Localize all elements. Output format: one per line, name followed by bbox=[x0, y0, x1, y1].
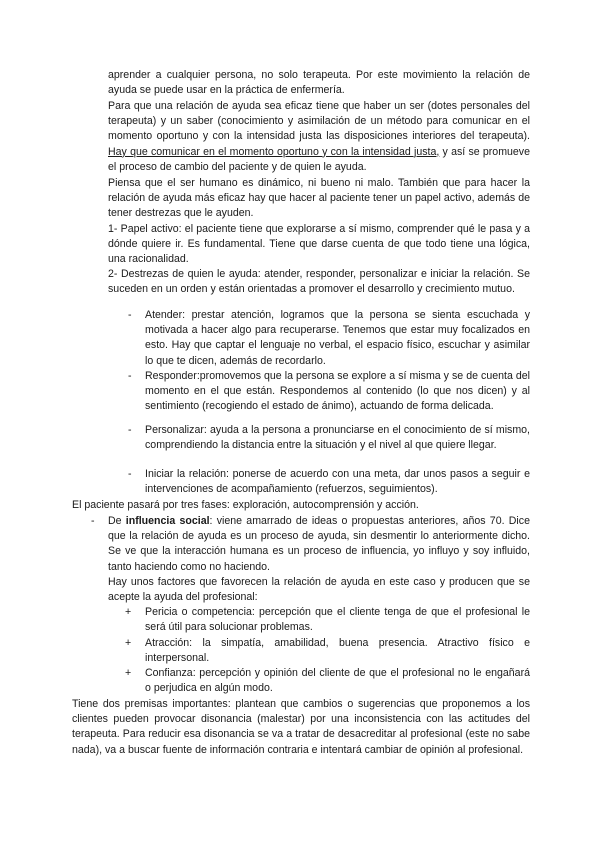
list-dash-marker: - bbox=[128, 370, 132, 382]
list-item-iniciar: Iniciar la relación: ponerse de acuerdo con una meta, dar unos pasos a seguir e intervenciones de acompañamiento (refuerzos, seguimientos). bbox=[145, 468, 530, 496]
list-item-responder: Responder:promovemos que la persona se explore a sí misma y se de cuenta del momento en el que están. Respondemos al contenido (lo que nos dicen) y al sentimiento (recogiendo el estado de ánimo), actuando de forma delicada. bbox=[145, 370, 530, 413]
paragraph-influencia-social bbox=[108, 514, 530, 575]
paragraph-tres-fases: El paciente pasará por tres fases: exploración, autocomprensión y acción. bbox=[72, 499, 419, 511]
influencia-social-term: influencia social bbox=[125, 515, 210, 527]
paragraph-ser-saber bbox=[108, 99, 530, 175]
list-item-pericia: Pericia o competencia: percepción que el cliente tenga de que el profesional le será útil para solucionar problemas. bbox=[145, 606, 530, 634]
list-dash-marker: - bbox=[128, 468, 132, 480]
influencia-description: : viene amarrado de ideas o propuestas anteriores, años 70. Dice que la relación de ayuda es un proceso de ayuda, sin desmentir lo anteriormente dicho. Se ve que la interacción humana es un proceso de influencia, yo influyo y soy influido, tanto haciendo como no haciendo. bbox=[108, 515, 530, 573]
paragraph-destrezas: 2- Destrezas de quien le ayuda: atender, responder, personalizar e iniciar la relación. Se suceden en un orden y están orientadas a promover el desarrollo y crecimiento mutuo. bbox=[108, 268, 530, 296]
list-item-atraccion: Atracción: la simpatía, amabilidad, buena presencia. Atractivo físico e interpersonal. bbox=[145, 637, 530, 665]
list-plus-marker: + bbox=[125, 637, 132, 649]
list-item-confianza: Confianza: percepción y opinión del cliente de que el profesional no le engañará o perjudica en algún modo. bbox=[145, 667, 530, 695]
paragraph-dinamico: Piensa que el ser humano es dinámico, ni bueno ni malo. También que para hacer la relación de ayuda más eficaz hay que hacer al paciente tener un papel activo, además de tener destrezas que le ayuden. bbox=[108, 177, 530, 220]
list-dash-marker: - bbox=[91, 515, 95, 527]
paragraph-ser-saber-text: Para que una relación de ayuda sea eficaz tiene que haber un ser (dotes personales del terapeuta) y un saber (conocimiento y asimilación de un método para comunicar en el momento oportuno y con la intensidad justa las disposiciones interiores del terapeuta). bbox=[108, 100, 530, 143]
list-dash-marker: - bbox=[128, 424, 132, 436]
list-item-atender: Atender: prestar atención, logramos que la persona se sienta escuchada y motivada a hacer algo para recuperarse. Tenemos que estar muy focalizados en esto. Hay que captar el lenguaje no verbal, el espacio físico, escuchar y asimilar lo que te dicen, además de recordarlo. bbox=[145, 309, 530, 367]
paragraph-intro-continuation: aprender a cualquier persona, no solo terapeuta. Por este movimiento la relación de ayuda se puede usar en la práctica de enfermería. bbox=[108, 69, 530, 97]
list-dash-marker: - bbox=[128, 309, 132, 321]
paragraph-factores: Hay unos factores que favorecen la relación de ayuda en este caso y producen que se acepte la ayuda del profesional: bbox=[108, 576, 530, 604]
list-plus-marker: + bbox=[125, 667, 132, 679]
influencia-prefix: De bbox=[108, 515, 126, 527]
paragraph-papel-activo: 1- Papel activo: el paciente tiene que explorarse a sí mismo, comprender qué le pasa y a dónde quiere ir. Es fundamental. Tiene que darse cuenta de que todo tiene una lógica, una racionalidad. bbox=[108, 223, 530, 266]
list-plus-marker: + bbox=[125, 606, 132, 618]
underlined-key-phrase: Hay que comunicar en el momento oportuno y con la intensidad justa, bbox=[108, 145, 440, 158]
paragraph-ser-saber-end: y así se promueve el proceso de cambio del paciente y de quien le ayuda. bbox=[108, 145, 530, 173]
paragraph-premisas: Tiene dos premisas importantes: plantean que cambios o sugerencias que proponemos a los clientes pueden provocar disonancia (malestar) por una inconsistencia con las actitudes del terapeuta. Para reducir esa disonancia se va a tratar de desacreditar al profesional (este no sabe nada), va a buscar fuente de información contraria e intentará cambiar de opinión al profesional. bbox=[72, 698, 530, 756]
list-item-personalizar: Personalizar: ayuda a la persona a pronunciarse en el conocimiento de sí mismo, comprendiendo la distancia entre la situación y el nivel al que quiere llegar. bbox=[145, 424, 530, 452]
